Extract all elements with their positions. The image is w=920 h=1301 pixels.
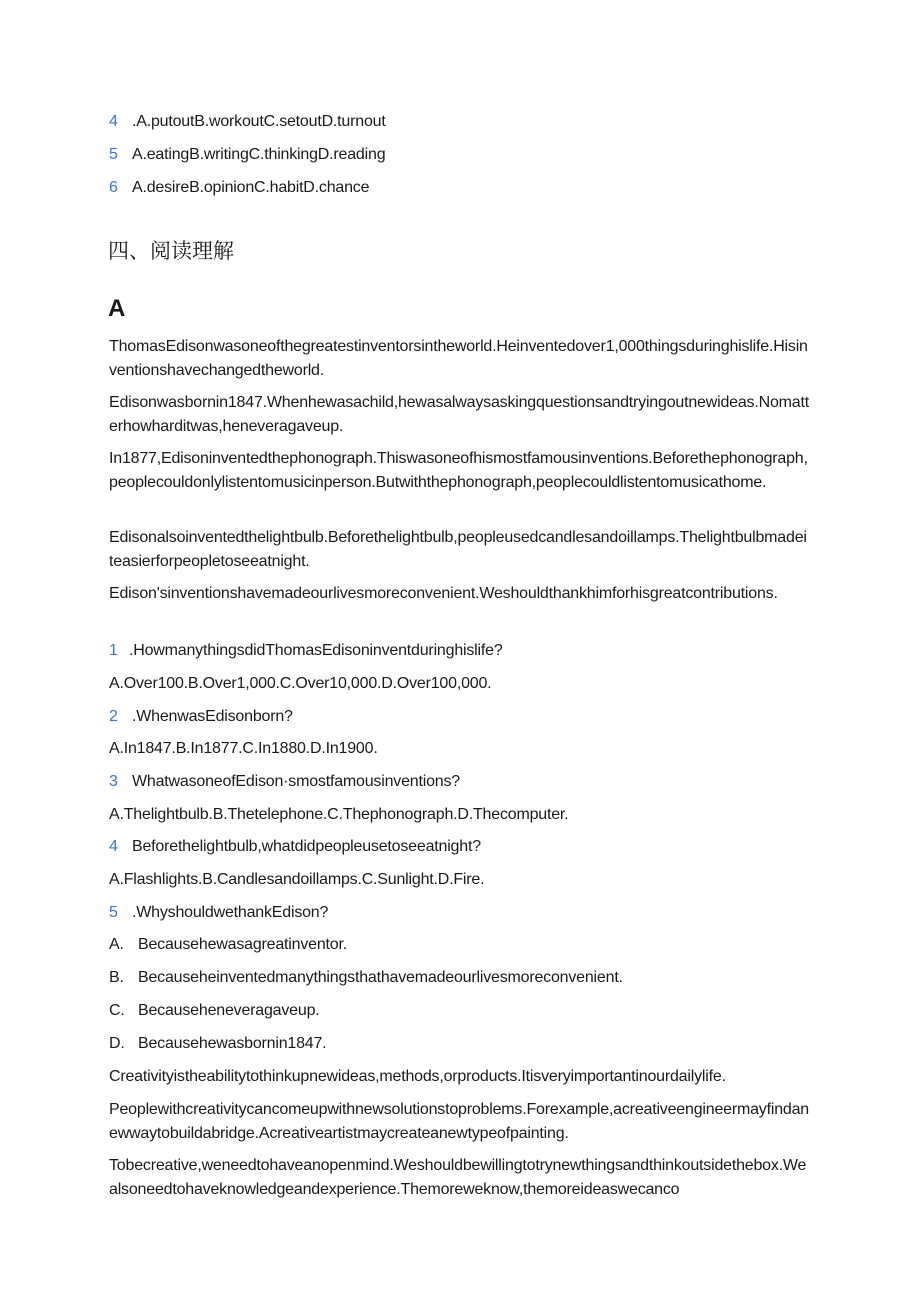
passage-label: A (108, 295, 126, 322)
passage-paragraph: ThomasEdisonwasoneofthegreatestinventorsintheworld.Heinventedover1,000thingsduringhislife.Hisinventionshavechangedtheworld. (109, 338, 808, 379)
question-number: 4 (109, 838, 118, 855)
option-text: .A.putoutB.workoutC.setoutD.turnout (132, 113, 386, 130)
question-1-options: A.Over100.B.Over1,000.C.Over10,000.D.Over100,000. (109, 675, 492, 692)
passage-paragraph: Tobecreative,weneedtohaveanopenmind.Weshouldbewillingtotrynewthingsandthinkoutsidethebox.Wealsoneedtohaveknowledgeandexperience.Themoreweknow,themoreideaswecanco (109, 1157, 807, 1198)
passage-paragraph: Peoplewithcreativitycancomeupwithnewsolutionstoproblems.Forexample,acreativeengineermayfindanewwaytobuildabridge.Acreativeartistmaycreateanewtypeofpainting. (109, 1101, 810, 1142)
cloze-option-6 (109, 176, 809, 200)
passage-paragraph: Creativityistheabilitytothinkupnewideas,methods,orproducts.Itisveryimportantinourdailylife. (109, 1068, 726, 1085)
question-number: 5 (109, 904, 118, 921)
question-5-option-b (109, 966, 809, 990)
question-5-option-d (109, 1032, 809, 1056)
question-2-options: A.In1847.B.In1877.C.In1880.D.In1900. (109, 740, 378, 757)
question-1 (109, 639, 809, 663)
cloze-option-5 (109, 143, 809, 167)
question-number: 4 (109, 113, 118, 130)
question-text: Beforethelightbulb,whatdidpeopleusetoseeatnight? (132, 838, 481, 855)
question-text: .WhyshouldwethankEdison? (132, 904, 329, 921)
question-text: .HowmanythingsdidThomasEdisoninventduringhislife? (129, 642, 503, 659)
question-number: 3 (109, 773, 118, 790)
question-3 (109, 770, 809, 794)
question-number: 2 (109, 708, 118, 725)
option-text: A.desireB.opinionC.habitD.chance (132, 179, 370, 196)
question-5-option-a (109, 933, 809, 957)
question-4-options: A.Flashlights.B.Candlesandoillamps.C.Sunlight.D.Fire. (109, 871, 485, 888)
question-4 (109, 835, 809, 859)
option-text: A.eatingB.writingC.thinkingD.reading (132, 146, 386, 163)
section-title: 四、阅读理解 (108, 239, 234, 263)
question-number: 6 (109, 179, 118, 196)
question-5-option-c (109, 999, 809, 1023)
passage-paragraph: Edisonalsoinventedthelightbulb.Beforethelightbulb,peopleusedcandlesandoillamps.Thelightbulbmadeiteasierforpeopletoseeatnight. (109, 529, 807, 570)
passage-paragraph: Edison'sinventionshavemadeourlivesmoreconvenient.Weshouldthankhimforhisgreatcontributions. (109, 585, 778, 602)
passage-paragraph: In1877,Edisoninventedthephonograph.Thiswasoneofhismostfamousinventions.Beforethephonograph,peoplecouldonlylistentomusicinperson.Butwiththephonograph,peoplecouldlistentomusicathome. (109, 450, 808, 491)
passage-paragraph: Edisonwasbornin1847.Whenhewasachild,hewasalwaysaskingquestionsandtryingoutnewideas.Nomatterhowharditwas,heneveragaveup. (109, 394, 809, 435)
question-text: .WhenwasEdisonborn? (132, 708, 293, 725)
question-3-options: A.Thelightbulb.B.Thetelephone.C.Thephonograph.D.Thecomputer. (109, 806, 569, 823)
question-text: WhatwasoneofEdison·smostfamousinventions? (132, 773, 460, 790)
option-letter: C. (109, 1002, 125, 1019)
option-text: Becausehewasagreatinventor. (138, 936, 347, 953)
question-5 (109, 901, 809, 925)
option-letter: B. (109, 969, 124, 986)
question-number: 1 (109, 642, 118, 659)
option-letter: A. (109, 936, 124, 953)
option-text: Becausehewasbornin1847. (138, 1035, 327, 1052)
option-text: Becauseheinventedmanythingsthathavemadeourlivesmoreconvenient. (138, 969, 623, 986)
option-text: Becauseheneveragaveup. (138, 1002, 320, 1019)
question-2 (109, 705, 809, 729)
cloze-option-4 (109, 110, 809, 134)
question-number: 5 (109, 146, 118, 163)
option-letter: D. (109, 1035, 125, 1052)
